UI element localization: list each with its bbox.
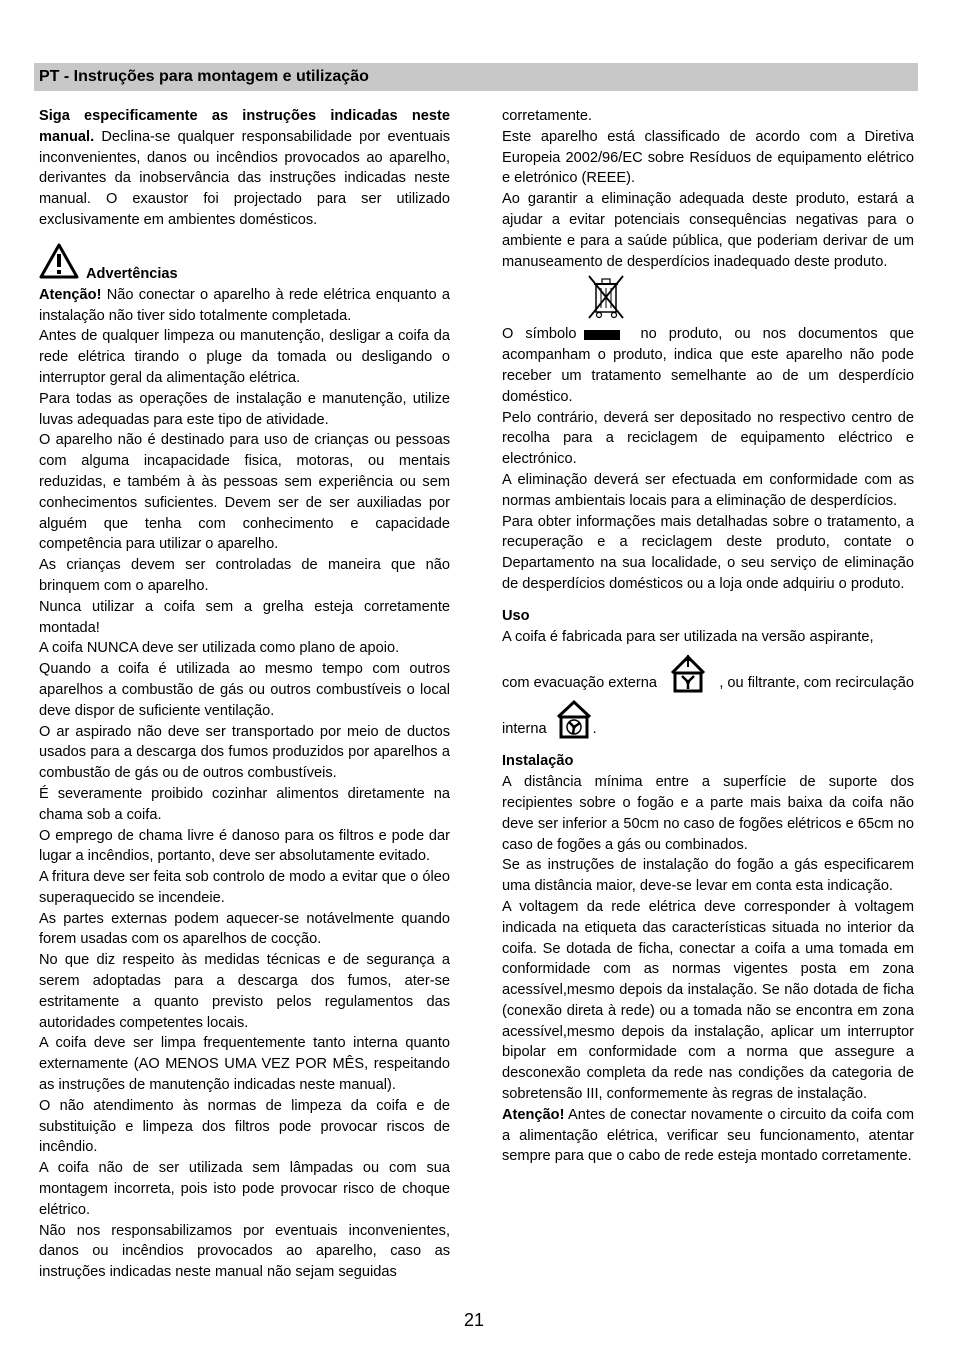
- intro-bold: Siga especificamente as instruções indicadas neste manual.: [39, 108, 450, 145]
- warning-paragraph: A fritura deve ser feita sob controlo de modo a evitar que o óleo superaquecido se incendeie.: [39, 869, 450, 906]
- warning-paragraph: O aparelho não é destinado para uso de crianças ou pessoas com alguma incapacidade fisica, motoras, ou mentais reduzidas, e também à às pessoas sem experiência ou sem conhecimentos suficientes. Devem ser de ser auxiliadas por alguém que tenha com conhecimento e capacidade competência para utilizar o aparelho.: [39, 432, 450, 553]
- uso-line1: A coifa é fabricada para ser utilizada na versão aspirante,: [502, 628, 874, 645]
- warning-paragraph: O emprego de chama livre é danoso para os filtros e pode dar lugar a incêndios, portanto, deve ser absolutamente evitado.: [39, 827, 450, 865]
- uso-internal-before: interna: [502, 720, 547, 737]
- instalacao-paragraph: Se as instruções de instalação do fogão a gás especificarem uma distância maior, deve-se levar em conta esta indicação.: [502, 857, 914, 895]
- symbol-paragraph: [502, 324, 914, 407]
- final-paragraph: [502, 1105, 914, 1167]
- warning-paragraph: Nunca utilizar a coifa sem a grelha esteja corretamente montada!: [39, 598, 450, 636]
- uso-external-after: , ou filtrante, com recirculação: [719, 674, 914, 691]
- atencao-bold: Atenção!: [39, 286, 102, 303]
- intro-text: Declina-se qualquer responsabilidade por eventuais inconvenientes, danos ou incêndios provocados ao aparelho, derivantes da inobservância das instruções indicadas neste manual. O exaustor foi projectado para ser utilizado exclusivamente em ambientes domésticos.: [39, 128, 450, 228]
- warning-paragraph: Antes de qualquer limpeza ou manutenção, desligar a coifa da rede elétrica tirando o pluge da tomada ou desligando o interruptor geral da alimentação elétrica.: [39, 328, 450, 386]
- crossed-bin-icon: [584, 272, 628, 322]
- instalacao-title: Instalação: [502, 753, 574, 770]
- weee-paragraph: Ao garantir a eliminação adequada deste produto, estará a ajudar a evitar potenciais consequências negativas para o ambiente e para a saúde pública, que poderiam derivar de um manuseamento de desperdícios inadequado deste produto.: [502, 191, 914, 270]
- warning-paragraph: Para todas as operações de instalação e manutenção, utilize luvas adequadas para este tipo de atividade.: [39, 390, 450, 428]
- black-bar-icon: [584, 330, 620, 340]
- weee-paragraph: Este aparelho está classificado de acordo com a Diretiva Europeia 2002/96/EC sobre Resíduos de equipamento elétrico e eletrónico (REEE).: [502, 128, 914, 187]
- uso-internal-line: [502, 693, 914, 739]
- warning-paragraph: O ar aspirado não deve ser transportado por meio de ductos usados para a descarga dos fumos produzidos por aparelhos a combustão de gás ou de outros combustíveis.: [39, 723, 450, 782]
- section-title: PT - Instruções para montagem e utilização: [39, 68, 369, 85]
- section-header: [34, 63, 918, 91]
- symbol-after: no produto, ou nos documentos que acompanham o produto, indica que este aparelho não pode receber um tratamento semelhante ao de um desperdício doméstico.: [502, 326, 915, 405]
- disposal-paragraph: Pelo contrário, deverá ser depositado no respectivo centro de recolha para a reciclagem de equipamento eléctrico e electrónico.: [502, 409, 914, 468]
- instalacao-paragraph: A distância mínima entre a superfície de suporte dos recipientes sobre o fogão e a parte mais baixa da coifa não deve ser inferior a 50cm no caso de fogões elétricos e 65cm no caso de fogões a gás ou combinados.: [502, 774, 914, 853]
- warning-triangle-icon: [39, 243, 79, 279]
- warning-paragraph: O não atendimento às normas de limpeza da coifa e de substituição e limpeza dos filtros pode provocar riscos de incêndio.: [39, 1097, 450, 1156]
- warning-paragraph: É severamente proibido cozinhar alimentos diretamente na chama sob a coifa.: [39, 785, 450, 823]
- warning-paragraph: Não nos responsabilizamos por eventuais inconvenientes, danos ou incêndios provocados ao aparelho, caso as instruções indicadas neste manual não sejam seguidas: [39, 1222, 450, 1281]
- disposal-paragraph: A eliminação deverá ser efectuada em conformidade com as normas ambientais locais para a eliminação de desperdícios.: [502, 471, 914, 509]
- final-bold: Atenção!: [502, 1106, 565, 1123]
- continued-text: corretamente.: [502, 108, 593, 124]
- uso-title: Uso: [502, 607, 530, 624]
- warnings-title: Advertências: [86, 265, 178, 282]
- uso-internal-after: .: [592, 720, 597, 737]
- uso-external-before: com evacuação externa: [502, 674, 657, 691]
- disposal-paragraph: Para obter informações mais detalhadas sobre o tratamento, a recuperação e a reciclagem deste produto, contate o Departamento na sua localidade, o seu serviço de eliminação de desperdícios domésticos ou a loja onde adquiriu o produto.: [502, 513, 914, 592]
- intro-paragraph: [39, 106, 450, 231]
- warning-paragraph: Quando a coifa é utilizada ao mesmo tempo com outros aparelhos a combustão de gás ou outros combustíveis o local deve dispor de suficiente ventilação.: [39, 661, 450, 719]
- page-number: 21: [464, 1310, 485, 1330]
- instalacao-paragraph: A voltagem da rede elétrica deve corresponder à voltagem indicada na etiqueta das características situada no interior da coifa. Se dotada de ficha, conectar a coifa a uma tomada em conformidade com as normas vigentes posta em zona acessível,mesmo depois da instalação. Se não dotada de ficha (conexão direta à rede) ou a tomada não se encontra em zona acessível,mesmo depois da instalação, aplicar um interruptor bipolar em conformidade com a norma que assegure a desconexão completa da rede nas condições da categoria de sobretensão III, conformemente às regras de instalação.: [502, 898, 914, 1103]
- left-column: [39, 106, 450, 1283]
- warning-paragraph: A coifa NUNCA deve ser utilizada como plano de apoio.: [39, 640, 400, 657]
- symbol-before: O símbolo: [502, 326, 577, 343]
- atencao-paragraph: [39, 285, 450, 327]
- warning-paragraph: A coifa deve ser limpa frequentemente tanto interna quanto externamente (AO MENOS UMA VEZ POR MÊS, respeitando as instruções de manutenção indicadas neste manual).: [39, 1035, 450, 1094]
- warning-paragraph: As partes externas podem aquecer-se notávelmente quando forem usadas com os aparelhos de cocção.: [39, 910, 450, 948]
- warning-paragraph: As crianças devem ser controladas de maneira que não brinquem com o aparelho.: [39, 557, 450, 594]
- right-column: [502, 106, 914, 1167]
- exhaust-external-icon: [669, 653, 707, 693]
- warning-paragraph: No que diz respeito às medidas técnicas e de segurança a serem adoptadas para a descarga dos fumos, ater-se estritamente a quanto previsto pelos regulamentos das autoridades competentes locais.: [39, 952, 450, 1031]
- final-text: Antes de conectar novamente o circuito da coifa com a alimentação elétrica, verificar seu funcionamento, atentar sempre para que o cabo de rede esteja montado corretamente.: [502, 1106, 914, 1165]
- recirculation-internal-icon: [555, 699, 593, 739]
- atencao-text: Não conectar o aparelho à rede elétrica enquanto a instalação não tiver sido totalmente completada.: [39, 286, 450, 324]
- warnings-heading: [39, 243, 450, 285]
- warning-paragraph: A coifa não de ser utilizada sem lâmpadas ou com sua montagem incorreta, pois isto pode provocar risco de choque elétrico.: [39, 1160, 450, 1218]
- uso-external-line: [502, 647, 914, 693]
- bin-icon-row: [502, 272, 914, 324]
